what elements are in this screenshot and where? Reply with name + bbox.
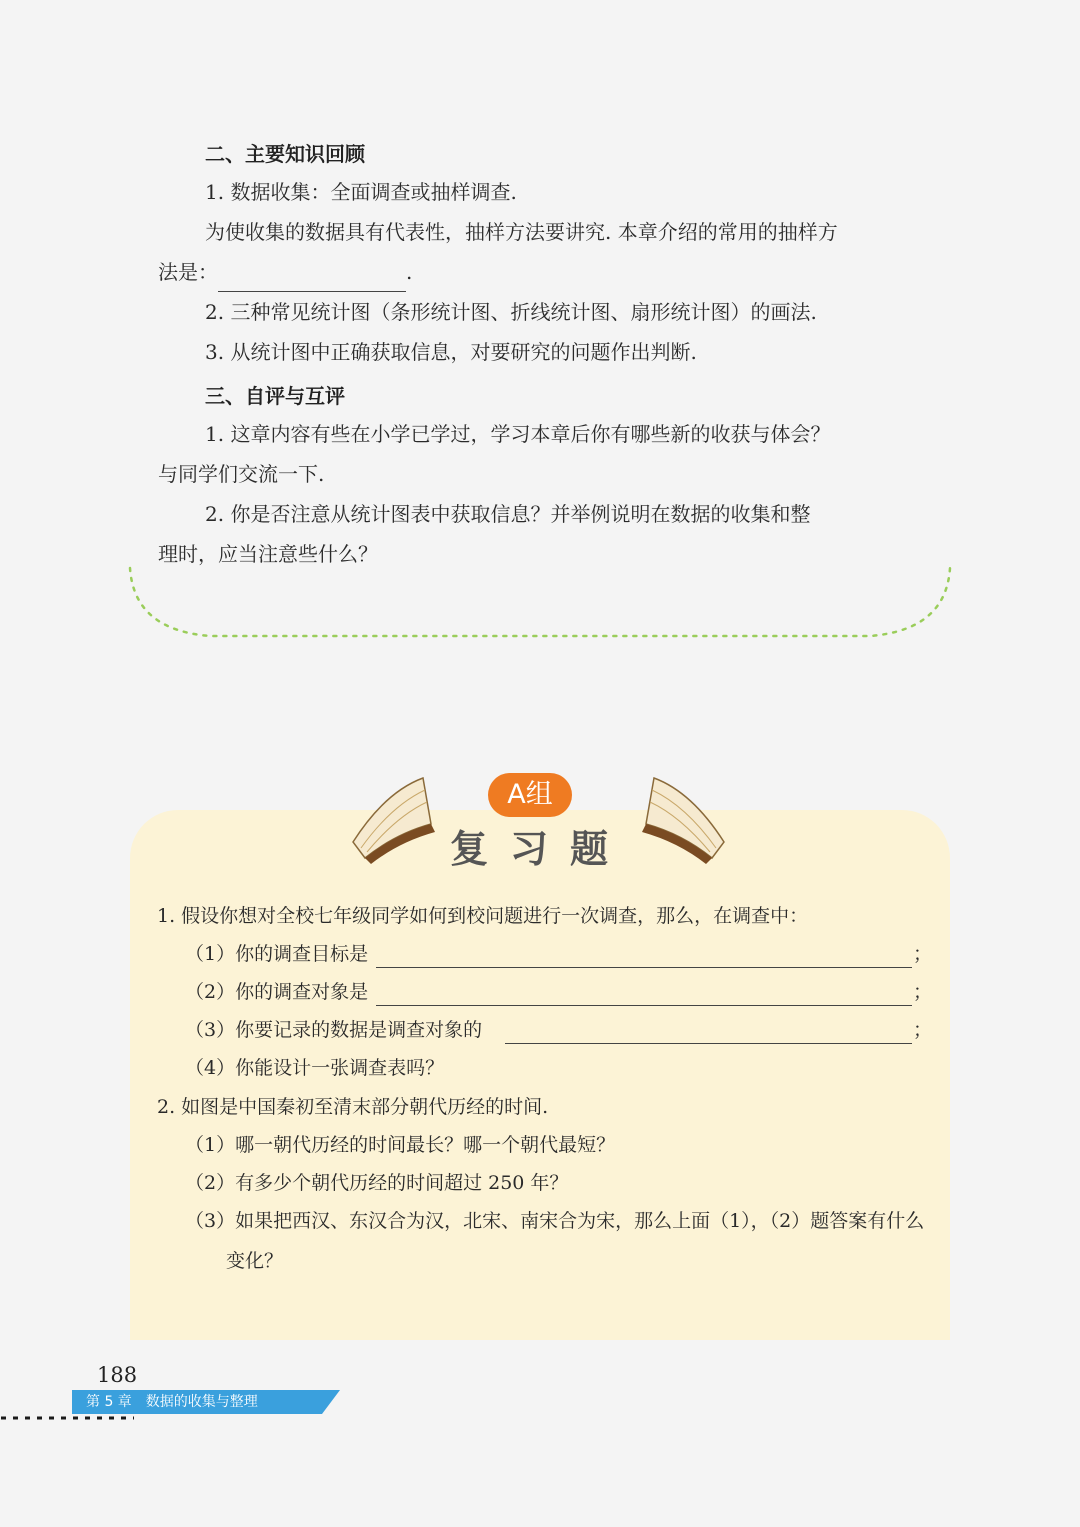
section2-paragraph-line1: 为使收集的数据具有代表性，抽样方法要讲究. 本章介绍的常用的抽样方 [205, 220, 838, 244]
question1-sub3: （3）你要记录的数据是调查对象的 [185, 1019, 483, 1041]
question1-sub1: （1）你的调查目标是 [185, 943, 369, 965]
dotted-line [0, 1416, 135, 1420]
section3-item2-line1: 2. 你是否注意从统计图表中获取信息？并举例说明在数据的收集和整 [205, 502, 811, 526]
chapter-label: 第 5 章 数据的收集与整理 [86, 1394, 258, 1410]
paragraph-prefix: 法是： [158, 260, 218, 284]
question2-sub3-line2: 变化？ [226, 1250, 284, 1272]
section3-heading: 三、自评与互评 [205, 384, 345, 408]
section2-item3: 3. 从统计图中正确获取信息，对要研究的问题作出判断. [205, 340, 697, 364]
end-mark: ； [913, 981, 933, 1003]
end-mark: ； [913, 1019, 933, 1041]
question1-stem: 1. 假设你想对全校七年级同学如何到校问题进行一次调查，那么，在调查中： [157, 905, 809, 927]
section2-heading: 二、主要知识回顾 [205, 142, 365, 166]
end-mark: ； [913, 943, 933, 965]
question2-stem: 2. 如图是中国秦初至清末部分朝代历经的时间. [157, 1096, 549, 1118]
section2-paragraph-line2 [158, 252, 412, 292]
review-title: 复习题 [449, 827, 630, 871]
question2-sub1: （1）哪一朝代历经的时间最长？哪一个朝代最短？ [185, 1134, 616, 1156]
section2-item1: 1. 数据收集：全面调查或抽样调查. [205, 180, 517, 204]
answer-blank [376, 979, 912, 1006]
section3-item2-line2: 理时，应当注意些什么？ [158, 542, 378, 566]
page-number: 188 [97, 1363, 138, 1387]
section3-item1-line2: 与同学们交流一下. [158, 462, 325, 486]
question2-sub2: （2）有多少个朝代历经的时间超过 250 年？ [185, 1172, 569, 1194]
question2-sub3-line1: （3）如果把西汉、东汉合为汉，北宋、南宋合为宋，那么上面（1），（2）题答案有什么 [185, 1210, 925, 1232]
answer-blank [505, 1017, 912, 1044]
group-a-badge: A组 [488, 773, 572, 817]
question1-sub2: （2）你的调查对象是 [185, 981, 369, 1003]
question1-sub4: （4）你能设计一张调查表吗？ [185, 1057, 445, 1079]
answer-blank [376, 941, 912, 968]
paragraph-suffix: . [406, 260, 413, 284]
sampling-method-blank [218, 265, 406, 292]
section2-item2: 2. 三种常见统计图（条形统计图、折线统计图、扇形统计图）的画法. [205, 300, 817, 324]
dashed-border-curve [120, 560, 960, 650]
section3-item1-line1: 1. 这章内容有些在小学已学过，学习本章后你有哪些新的收获与体会？ [205, 422, 831, 446]
